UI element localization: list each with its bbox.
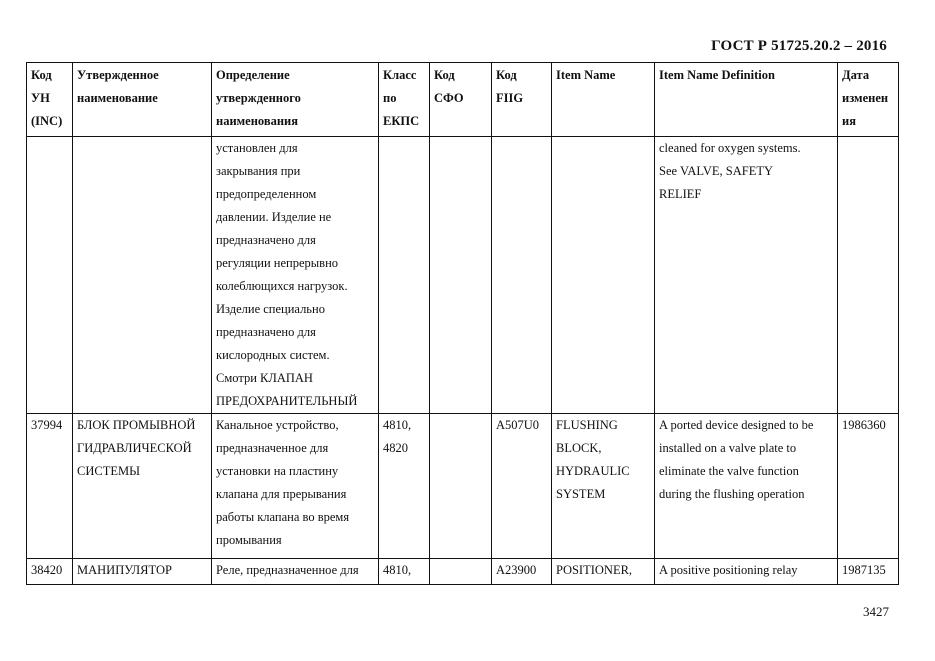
column-header-item-name-definition: Item Name Definition [655, 63, 838, 137]
cell-definition: установлен для закрывания при предопределенном давлении. Изделие не предназначено для регуляции непрерывно колеблющихся нагрузок. Изделие специально предназначено для кислородных систем. Смотри КЛАПАН ПРЕДОХРАНИТЕЛЬНЫЙ [212, 137, 379, 414]
column-header-ekps-class: Класс по ЕКПС [379, 63, 430, 137]
cell-definition: Канальное устройство, предназначенное для установки на пластину клапана для прерывания работы клапана во время промывания [212, 414, 379, 559]
cell-approved-name: МАНИПУЛЯТОР [73, 559, 212, 585]
column-header-item-name: Item Name [552, 63, 655, 137]
cell-item-name-definition: A ported device designed to be installed on a valve plate to eliminate the valve function during the flushing operation [655, 414, 838, 559]
cell-item-name [552, 137, 655, 414]
cell-ekps-class [379, 137, 430, 414]
classifier-table [26, 62, 899, 585]
cell-definition: Реле, предназначенное для [212, 559, 379, 585]
cell-inc: 37994 [27, 414, 73, 559]
cell-ekps-class: 4810, 4820 [379, 414, 430, 559]
cell-item-name: POSITIONER, [552, 559, 655, 585]
column-header-fiig-code: Код FIIG [492, 63, 552, 137]
column-header-change-date: Дата изменен ия [838, 63, 899, 137]
document-standard-code: ГОСТ Р 51725.20.2 – 2016 [711, 38, 887, 54]
cell-fiig-code [492, 137, 552, 414]
cell-item-name: FLUSHING BLOCK, HYDRAULIC SYSTEM [552, 414, 655, 559]
cell-fiig-code: A507U0 [492, 414, 552, 559]
cell-inc [27, 137, 73, 414]
cell-sfo-code [430, 414, 492, 559]
column-header-definition: Определение утвержденного наименования [212, 63, 379, 137]
column-header-sfo-code: Код СФО [430, 63, 492, 137]
table-header-row [27, 63, 899, 137]
table-row [27, 137, 899, 414]
cell-fiig-code: A23900 [492, 559, 552, 585]
cell-change-date: 1986360 [838, 414, 899, 559]
page-number: 3427 [863, 604, 889, 619]
cell-inc: 38420 [27, 559, 73, 585]
cell-approved-name [73, 137, 212, 414]
table-row [27, 414, 899, 559]
column-header-inc: Код УН (INC) [27, 63, 73, 137]
cell-item-name-definition: cleaned for oxygen systems. See VALVE, SAFETY RELIEF [655, 137, 838, 414]
cell-item-name-definition: A positive positioning relay [655, 559, 838, 585]
cell-sfo-code [430, 137, 492, 414]
cell-change-date [838, 137, 899, 414]
cell-sfo-code [430, 559, 492, 585]
cell-ekps-class: 4810, [379, 559, 430, 585]
table-row [27, 559, 899, 585]
cell-approved-name: БЛОК ПРОМЫВНОЙ ГИДРАВЛИЧЕСКОЙ СИСТЕМЫ [73, 414, 212, 559]
cell-change-date: 1987135 [838, 559, 899, 585]
column-header-approved-name: Утвержденное наименование [73, 63, 212, 137]
